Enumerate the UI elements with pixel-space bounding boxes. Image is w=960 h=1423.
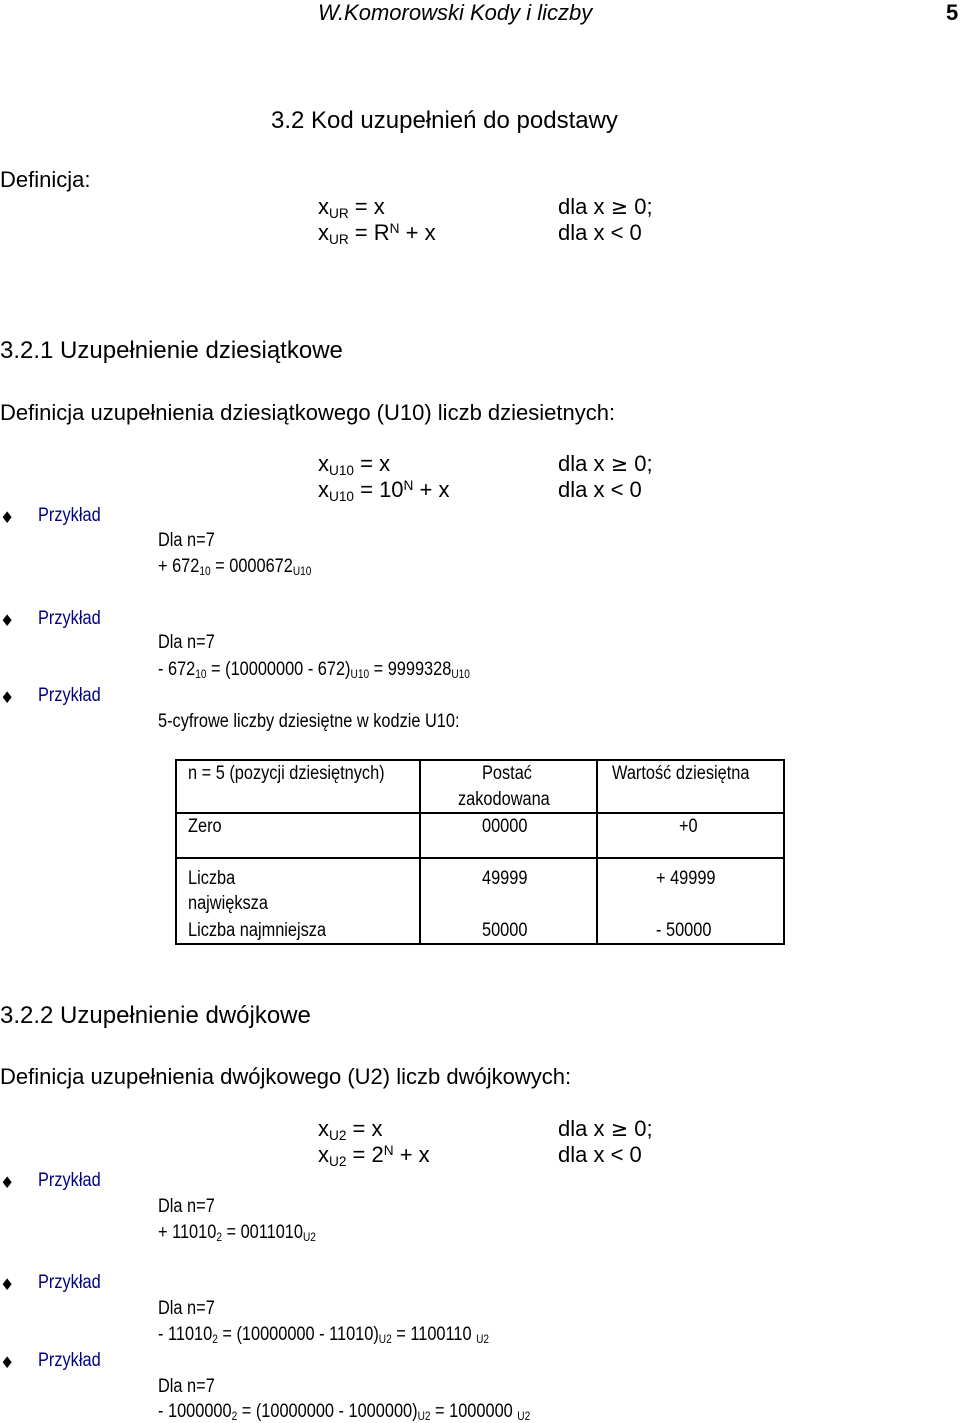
table-row-max-label: Liczba xyxy=(188,868,236,889)
przyklad-label-u10-3[interactable]: Przykład xyxy=(38,685,101,706)
u10-ex2-calc: - 67210 = (10000000 - 672)U10 = 9999328U10 xyxy=(158,659,470,682)
table-row-zero-value: +0 xyxy=(679,816,698,837)
u10-ex1-calc: + 67210 = 0000672U10 xyxy=(158,556,312,579)
przyklad-label-u10-2[interactable]: Przykład xyxy=(38,608,101,629)
diamond-bullet-icon: ♦ xyxy=(0,508,15,527)
u2-ex1-calc: + 110102 = 0011010U2 xyxy=(158,1222,316,1245)
przyklad-label-u2-2[interactable]: Przykład xyxy=(38,1272,101,1293)
condition-u10-negative: dla x < 0 xyxy=(558,477,642,502)
przyklad-label-u2-3[interactable]: Przykład xyxy=(38,1350,101,1371)
table-header-n: n = 5 (pozycji dziesiętnych) xyxy=(188,763,385,784)
diamond-bullet-icon: ♦ xyxy=(0,611,15,630)
condition-u10-positive: dla x ≥ 0; xyxy=(558,451,653,476)
table-row-max-value: + 49999 xyxy=(656,868,716,889)
u2-ex3-calc: - 10000002 = (10000000 - 1000000)U2 = 1000000 U2 xyxy=(158,1401,531,1423)
table-header-wartosc: Wartość dziesiętna xyxy=(612,763,750,784)
table-row-zero-label: Zero xyxy=(188,816,222,837)
section-heading-3-2-2: 3.2.2 Uzupełnienie dwójkowe xyxy=(0,1002,311,1029)
definition-label: Definicja: xyxy=(0,167,91,192)
condition-u2-positive: dla x ≥ 0; xyxy=(558,1116,653,1141)
u2-ex3-dla: Dla n=7 xyxy=(158,1376,215,1397)
table-row-max-code: 49999 xyxy=(482,868,528,889)
formula-u2-positive: xU2 = x xyxy=(318,1116,383,1143)
przyklad-label-u2-1[interactable]: Przykład xyxy=(38,1170,101,1191)
condition-u2-negative: dla x < 0 xyxy=(558,1142,642,1167)
table-row-zero-code: 00000 xyxy=(482,816,528,837)
table-header-postac: Postać xyxy=(482,763,532,784)
page-number: 5 xyxy=(946,0,959,25)
przyklad-label-u10-1[interactable]: Przykład xyxy=(38,505,101,526)
u2-definition-intro: Definicja uzupełnienia dwójkowego (U2) liczb dwójkowych: xyxy=(0,1064,572,1089)
u10-ex1-dla: Dla n=7 xyxy=(158,530,215,551)
formula-u10-positive: xU10 = x xyxy=(318,451,391,478)
diamond-bullet-icon: ♦ xyxy=(0,1275,15,1294)
u10-ex2-dla: Dla n=7 xyxy=(158,632,215,653)
formula-ur-negative: xUR = $R^N + x$ xyxy=(318,220,436,247)
table-row-max-label2: największa xyxy=(188,893,268,914)
u2-ex1-dla: Dla n=7 xyxy=(158,1196,215,1217)
u2-ex2-dla: Dla n=7 xyxy=(158,1298,215,1319)
section-heading-3-2: 3.2 Kod uzupełnień do podstawy xyxy=(271,107,618,134)
table-row-min-code: 50000 xyxy=(482,920,528,941)
formula-u2-negative: $xU2 = 2^N + x$ xyxy=(318,1142,430,1169)
condition-ur-negative: dla x < 0 xyxy=(558,220,642,245)
table-header-zakodowana: zakodowana xyxy=(458,789,550,810)
diamond-bullet-icon: ♦ xyxy=(0,1173,15,1192)
diamond-bullet-icon: ♦ xyxy=(0,688,15,707)
table-row-min-label: Liczba najmniejsza xyxy=(188,920,327,941)
condition-ur-positive: dla x ≥ 0; xyxy=(558,194,653,219)
u10-ex3-text: 5-cyfrowe liczby dziesiętne w kodzie U10: xyxy=(158,711,460,732)
u2-ex2-calc: - 110102 = (10000000 - 11010)U2 = 1100110 U2 xyxy=(158,1324,490,1347)
table-row-min-value: - 50000 xyxy=(656,920,712,941)
diamond-bullet-icon: ♦ xyxy=(0,1353,15,1372)
formula-u10-negative: $xU10 = 10^N + x$ xyxy=(318,477,450,504)
u10-definition-intro: Definicja uzupełnienia dziesiątkowego (U10) liczb dziesietnych: xyxy=(0,400,616,425)
section-heading-3-2-1: 3.2.1 Uzupełnienie dziesiątkowe xyxy=(0,337,343,364)
running-header-title: W.Komorowski Kody i liczby xyxy=(318,0,593,25)
formula-ur-positive: xUR = x xyxy=(318,194,385,221)
